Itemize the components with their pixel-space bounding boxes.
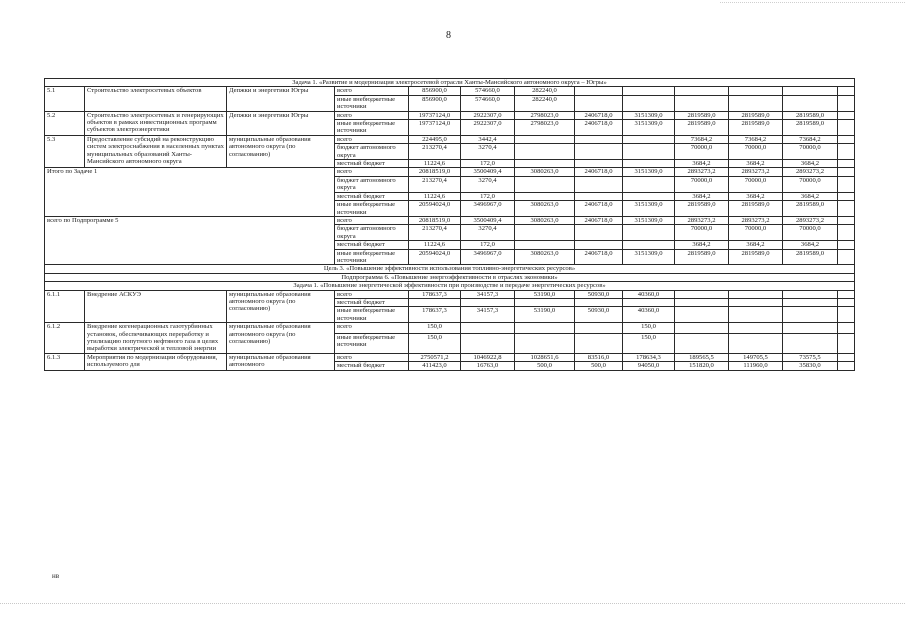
amount-cell: 70000,0 (675, 176, 729, 192)
measure-name: Внедрение АСКУЭ (85, 290, 227, 323)
amount-cell (675, 307, 729, 323)
measure-number: 6.1.1 (45, 290, 85, 323)
amount-cell (729, 307, 783, 323)
section-heading: Цель 3. «Повышение эффективности использования топливно-энергетических ресурсов» (45, 265, 855, 273)
amount-cell (623, 95, 675, 111)
amount-cell: 3080263,0 (515, 168, 575, 176)
amount-cell: 2922307,0 (461, 120, 515, 136)
funding-source: местный бюджет (335, 241, 409, 249)
section-heading: Задача 1. «Повышение энергетической эффективности при производстве и передаче энергетических ресурсов» (45, 282, 855, 290)
funding-source: бюджет автономного округа (335, 144, 409, 160)
amount-cell (783, 290, 838, 298)
amount-cell (838, 225, 855, 241)
amount-cell (729, 298, 783, 306)
amount-cell (575, 87, 623, 95)
amount-cell (783, 95, 838, 111)
amount-cell: 3496967,0 (461, 249, 515, 265)
responsible-executor: муниципальные образования автономного округа (по согласованию) (227, 323, 335, 354)
amount-cell: 3080263,0 (515, 216, 575, 224)
amount-cell: 2819589,0 (729, 120, 783, 136)
total-row (45, 168, 855, 176)
amount-cell (575, 225, 623, 241)
amount-cell: 213270,4 (409, 176, 461, 192)
amount-cell: 19737124,0 (409, 120, 461, 136)
amount-cell (838, 333, 855, 353)
amount-cell (729, 333, 783, 353)
amount-cell: 83516,0 (575, 353, 623, 361)
amount-cell (783, 323, 838, 334)
measure-name: Строительство электросетевых и генерирующих объектов в рамках инвестиционных программ субъектов электроэнергетики (85, 111, 227, 135)
budget-table (44, 78, 855, 371)
amount-cell: 2819589,0 (675, 201, 729, 217)
amount-cell (409, 298, 461, 306)
responsible-executor: муниципальные образования автономного округа (по согласованию) (227, 135, 335, 168)
amount-cell (515, 176, 575, 192)
measure-name: Предоставление субсидий на реконструкцию систем электроснабжения в населенных пунктах муниципальных образований Ханты-Мансийского автономного округа (85, 135, 227, 168)
section-heading-row (45, 282, 855, 290)
amount-cell: 3684,2 (783, 160, 838, 168)
amount-cell (623, 241, 675, 249)
amount-cell (515, 241, 575, 249)
funding-source: всего (335, 290, 409, 298)
measure-name: Строительство электросетевых объектов (85, 87, 227, 111)
amount-cell: 53190,0 (515, 307, 575, 323)
funding-source: всего (335, 323, 409, 334)
amount-cell: 2893273,2 (729, 216, 783, 224)
section-heading-row (45, 273, 855, 281)
funding-source: всего (335, 87, 409, 95)
funding-source: всего (335, 135, 409, 143)
amount-cell: 2893273,2 (729, 168, 783, 176)
funding-source: иные внебюджетные источники (335, 333, 409, 353)
amount-cell (838, 307, 855, 323)
amount-cell (729, 323, 783, 334)
funding-source: иные внебюджетные источники (335, 307, 409, 323)
amount-cell (838, 95, 855, 111)
amount-cell (575, 135, 623, 143)
amount-cell (515, 192, 575, 200)
amount-cell: 2750571,2 (409, 353, 461, 361)
amount-cell (575, 298, 623, 306)
amount-cell: 172,0 (461, 160, 515, 168)
funding-source: местный бюджет (335, 192, 409, 200)
amount-cell: 213270,4 (409, 144, 461, 160)
amount-cell: 2406718,0 (575, 201, 623, 217)
amount-cell: 3684,2 (783, 241, 838, 249)
amount-cell: 150,0 (409, 333, 461, 353)
funding-source: бюджет автономного округа (335, 225, 409, 241)
amount-cell (623, 176, 675, 192)
page-number: 8 (446, 30, 451, 41)
amount-cell: 3442,4 (461, 135, 515, 143)
amount-cell: 2893273,2 (783, 216, 838, 224)
amount-cell: 50930,0 (575, 307, 623, 323)
amount-cell (783, 307, 838, 323)
amount-cell: 3151309,0 (623, 120, 675, 136)
amount-cell: 2819589,0 (783, 111, 838, 119)
responsible-executor: Депжки и энергетики Югры (227, 87, 335, 111)
amount-cell: 2406718,0 (575, 249, 623, 265)
amount-cell (461, 323, 515, 334)
amount-cell: 574660,0 (461, 87, 515, 95)
amount-cell: 2819589,0 (675, 120, 729, 136)
amount-cell: 178637,3 (409, 307, 461, 323)
amount-cell (461, 333, 515, 353)
amount-cell (515, 144, 575, 160)
amount-cell: 3080263,0 (515, 201, 575, 217)
funding-source: иные внебюджетные источники (335, 120, 409, 136)
amount-cell: 40360,0 (623, 290, 675, 298)
amount-cell: 3080263,0 (515, 249, 575, 265)
amount-cell: 151820,0 (675, 362, 729, 370)
amount-cell: 73684,2 (783, 135, 838, 143)
measure-row (45, 290, 855, 298)
measure-number: 6.1.3 (45, 353, 85, 370)
amount-cell (515, 135, 575, 143)
amount-cell: 40360,0 (623, 307, 675, 323)
amount-cell: 3151309,0 (623, 249, 675, 265)
amount-cell: 70000,0 (729, 176, 783, 192)
amount-cell (675, 333, 729, 353)
amount-cell (729, 87, 783, 95)
total-label: всего по Подпрограмме 5 (45, 216, 335, 264)
amount-cell (838, 120, 855, 136)
funding-source: иные внебюджетные источники (335, 249, 409, 265)
funding-source: бюджет автономного округа (335, 176, 409, 192)
section-heading-row (45, 79, 855, 87)
amount-cell (675, 87, 729, 95)
amount-cell: 50930,0 (575, 290, 623, 298)
funding-source: иные внебюджетные источники (335, 201, 409, 217)
amount-cell (729, 95, 783, 111)
amount-cell (729, 290, 783, 298)
amount-cell (838, 362, 855, 370)
amount-cell (838, 87, 855, 95)
total-label: Итого по Задаче 1 (45, 168, 335, 216)
amount-cell: 3684,2 (729, 160, 783, 168)
amount-cell: 34157,3 (461, 307, 515, 323)
amount-cell: 3151309,0 (623, 201, 675, 217)
amount-cell: 70000,0 (729, 144, 783, 160)
measure-number: 5.3 (45, 135, 85, 168)
amount-cell: 94050,0 (623, 362, 675, 370)
amount-cell: 1028651,6 (515, 353, 575, 361)
amount-cell: 34157,3 (461, 290, 515, 298)
amount-cell: 224495,0 (409, 135, 461, 143)
funding-source: всего (335, 216, 409, 224)
amount-cell (838, 168, 855, 176)
amount-cell: 73684,2 (729, 135, 783, 143)
amount-cell: 2922307,0 (461, 111, 515, 119)
amount-cell (515, 160, 575, 168)
amount-cell: 2819589,0 (783, 120, 838, 136)
amount-cell (838, 201, 855, 217)
measure-number: 5.1 (45, 87, 85, 111)
amount-cell: 19737124,0 (409, 111, 461, 119)
amount-cell: 11224,6 (409, 192, 461, 200)
amount-cell: 411423,0 (409, 362, 461, 370)
amount-cell (623, 135, 675, 143)
funding-source: всего (335, 168, 409, 176)
measure-name: Мероприятия по модернизации оборудования, используемого для (85, 353, 227, 370)
amount-cell: 3151309,0 (623, 111, 675, 119)
total-row (45, 216, 855, 224)
responsible-executor: Депжки и энергетики Югры (227, 111, 335, 135)
amount-cell (515, 225, 575, 241)
amount-cell: 3684,2 (729, 192, 783, 200)
amount-cell: 35830,0 (783, 362, 838, 370)
funding-source: местный бюджет (335, 160, 409, 168)
amount-cell: 3270,4 (461, 144, 515, 160)
amount-cell: 111960,0 (729, 362, 783, 370)
amount-cell: 2819589,0 (783, 249, 838, 265)
amount-cell: 500,0 (515, 362, 575, 370)
amount-cell: 70000,0 (783, 176, 838, 192)
amount-cell (515, 323, 575, 334)
funding-source: местный бюджет (335, 362, 409, 370)
amount-cell: 2893273,2 (675, 216, 729, 224)
amount-cell: 3151309,0 (623, 168, 675, 176)
amount-cell: 178637,3 (409, 290, 461, 298)
amount-cell: 3684,2 (783, 192, 838, 200)
amount-cell: 3684,2 (729, 241, 783, 249)
amount-cell (783, 333, 838, 353)
amount-cell (575, 176, 623, 192)
table-body (45, 79, 855, 371)
amount-cell: 3684,2 (675, 192, 729, 200)
amount-cell (575, 323, 623, 334)
amount-cell (675, 323, 729, 334)
section-heading-row (45, 265, 855, 273)
amount-cell: 20818519,0 (409, 216, 461, 224)
amount-cell (623, 225, 675, 241)
amount-cell: 2798023,0 (515, 120, 575, 136)
amount-cell: 213270,4 (409, 225, 461, 241)
amount-cell: 70000,0 (675, 144, 729, 160)
amount-cell (838, 249, 855, 265)
amount-cell: 2819589,0 (675, 249, 729, 265)
amount-cell: 70000,0 (729, 225, 783, 241)
amount-cell (838, 353, 855, 361)
amount-cell: 3496967,0 (461, 201, 515, 217)
amount-cell: 172,0 (461, 241, 515, 249)
amount-cell: 73684,2 (675, 135, 729, 143)
amount-cell (838, 323, 855, 334)
amount-cell: 16763,0 (461, 362, 515, 370)
amount-cell (575, 144, 623, 160)
amount-cell (575, 241, 623, 249)
amount-cell (838, 192, 855, 200)
scan-artifact-top (720, 2, 905, 4)
amount-cell: 282240,0 (515, 87, 575, 95)
amount-cell (675, 95, 729, 111)
amount-cell: 172,0 (461, 192, 515, 200)
measure-row (45, 87, 855, 95)
amount-cell (838, 241, 855, 249)
amount-cell: 150,0 (409, 323, 461, 334)
amount-cell: 2819589,0 (729, 201, 783, 217)
amount-cell (838, 176, 855, 192)
amount-cell (838, 216, 855, 224)
amount-cell (783, 87, 838, 95)
amount-cell: 282240,0 (515, 95, 575, 111)
amount-cell (838, 111, 855, 119)
measure-row (45, 135, 855, 143)
amount-cell (575, 95, 623, 111)
amount-cell: 2893273,2 (783, 168, 838, 176)
amount-cell: 1046922,8 (461, 353, 515, 361)
amount-cell (783, 298, 838, 306)
amount-cell (623, 144, 675, 160)
amount-cell (838, 135, 855, 143)
amount-cell: 3151309,0 (623, 216, 675, 224)
amount-cell: 2819589,0 (729, 249, 783, 265)
amount-cell: 574660,0 (461, 95, 515, 111)
amount-cell: 70000,0 (783, 225, 838, 241)
amount-cell (838, 290, 855, 298)
amount-cell (838, 160, 855, 168)
amount-cell (838, 298, 855, 306)
funding-source: всего (335, 111, 409, 119)
measure-number: 5.2 (45, 111, 85, 135)
amount-cell: 3270,4 (461, 176, 515, 192)
responsible-executor: муниципальные образования автономного округа (по согласованию) (227, 290, 335, 323)
amount-cell: 70000,0 (783, 144, 838, 160)
amount-cell: 70000,0 (675, 225, 729, 241)
measure-row (45, 353, 855, 361)
amount-cell (623, 298, 675, 306)
amount-cell: 2798023,0 (515, 111, 575, 119)
amount-cell (461, 298, 515, 306)
amount-cell (675, 290, 729, 298)
measure-row (45, 323, 855, 334)
amount-cell: 53190,0 (515, 290, 575, 298)
amount-cell: 3500409,4 (461, 168, 515, 176)
amount-cell: 73575,5 (783, 353, 838, 361)
amount-cell: 150,0 (623, 333, 675, 353)
amount-cell: 3500409,4 (461, 216, 515, 224)
amount-cell (515, 333, 575, 353)
amount-cell (623, 87, 675, 95)
funding-source: местный бюджет (335, 298, 409, 306)
section-heading: Подпрограмма 6. «Повышение энергоэффективности в отраслях экономики» (45, 273, 855, 281)
amount-cell: 178634,3 (623, 353, 675, 361)
responsible-executor: муниципальные образования автономного (227, 353, 335, 370)
amount-cell: 2406718,0 (575, 216, 623, 224)
funding-source: иные внебюджетные источники (335, 95, 409, 111)
amount-cell: 20594024,0 (409, 201, 461, 217)
amount-cell: 3684,2 (675, 241, 729, 249)
amount-cell: 189565,5 (675, 353, 729, 361)
amount-cell: 3684,2 (675, 160, 729, 168)
amount-cell: 856900,0 (409, 95, 461, 111)
amount-cell: 11224,6 (409, 241, 461, 249)
section-heading: Задача 1. «Развитие и модернизация электросетевой отрасли Ханты-Мансийского автономного округа – Югры» (45, 79, 855, 87)
amount-cell (575, 160, 623, 168)
amount-cell: 2893273,2 (675, 168, 729, 176)
amount-cell (575, 333, 623, 353)
amount-cell: 856900,0 (409, 87, 461, 95)
amount-cell: 2406718,0 (575, 168, 623, 176)
measure-number: 6.1.2 (45, 323, 85, 354)
amount-cell: 2819589,0 (729, 111, 783, 119)
amount-cell: 3270,4 (461, 225, 515, 241)
amount-cell: 149705,5 (729, 353, 783, 361)
amount-cell: 2406718,0 (575, 111, 623, 119)
amount-cell (838, 144, 855, 160)
scan-artifact-bottom (0, 603, 905, 605)
amount-cell: 11224,6 (409, 160, 461, 168)
amount-cell: 2819589,0 (783, 201, 838, 217)
amount-cell (623, 192, 675, 200)
amount-cell: 150,0 (623, 323, 675, 334)
amount-cell (575, 192, 623, 200)
amount-cell (675, 298, 729, 306)
amount-cell: 500,0 (575, 362, 623, 370)
amount-cell (515, 298, 575, 306)
amount-cell: 2819589,0 (675, 111, 729, 119)
amount-cell (623, 160, 675, 168)
measure-row (45, 111, 855, 119)
amount-cell: 20594024,0 (409, 249, 461, 265)
footer-mark: нв (52, 572, 60, 580)
amount-cell: 20818519,0 (409, 168, 461, 176)
funding-source: всего (335, 353, 409, 361)
amount-cell: 2406718,0 (575, 120, 623, 136)
measure-name: Внедрение когенерационных газотурбинных установок, обеспечивающих переработку и утилизацию попутного нефтяного газа в целях выработки электрической и тепловой энергии (85, 323, 227, 354)
